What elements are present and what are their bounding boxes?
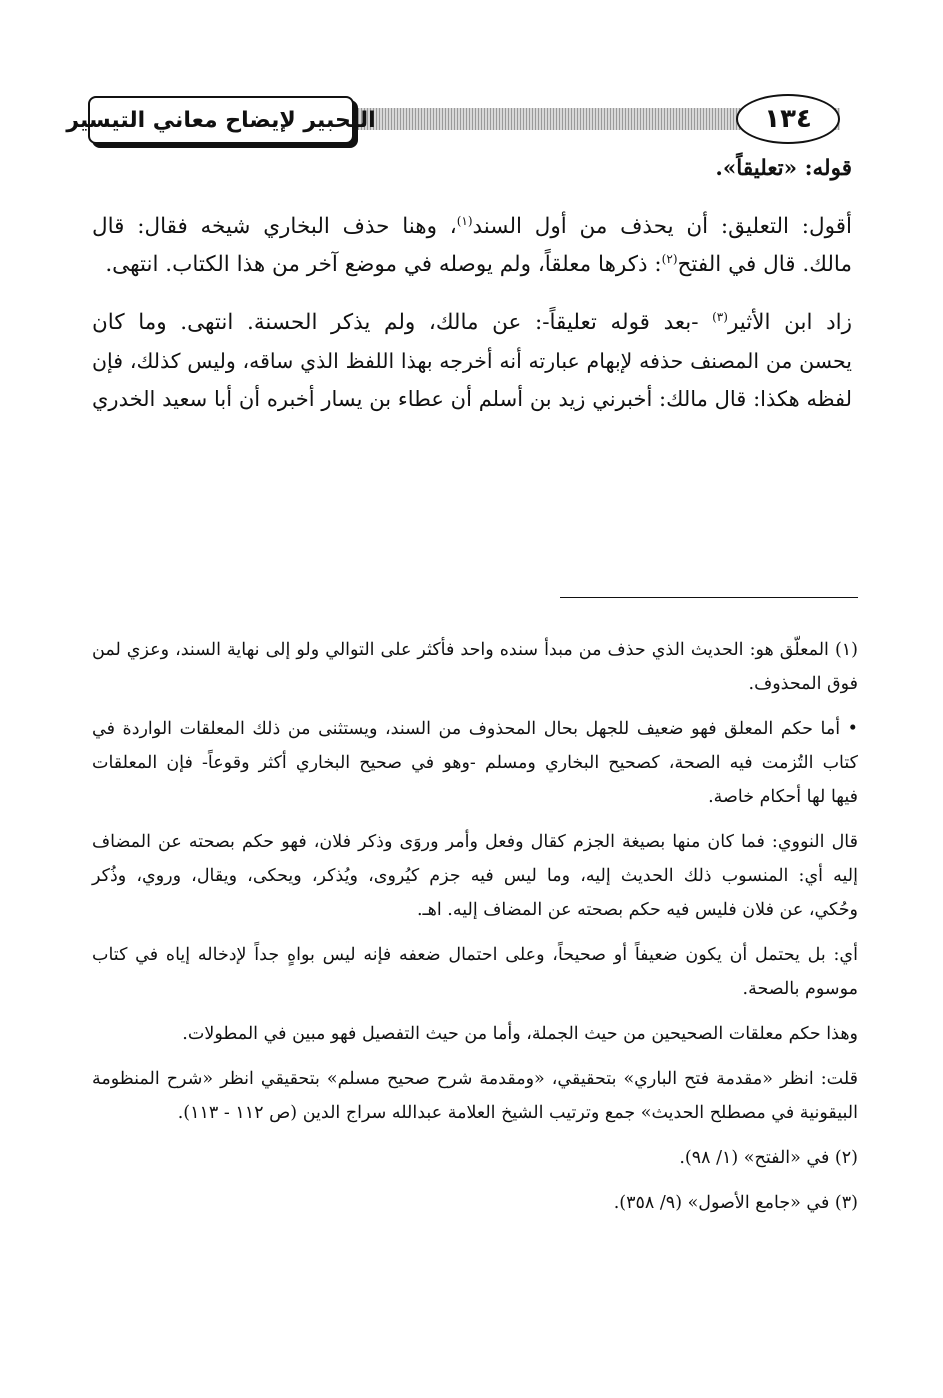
footnote-line: (٣) في «جامع الأصول» (٩/ ٣٥٨). <box>613 1193 858 1213</box>
main-text <box>92 150 852 418</box>
footnote-line: (١) المعلّق هو: الحديث الذي حذف من مبدأ سنده واحد فأكثر على التوالي ولو إلى نهاية السند، وعزي لمن <box>92 640 858 660</box>
footnote-line: فيها لها أحكام خاصة. <box>708 787 858 807</box>
footnotes <box>92 633 858 1220</box>
footnote-line: فوق المحذوف. <box>748 674 858 694</box>
footnote-separator <box>560 597 858 598</box>
footnote-marker: (٣) <box>712 309 728 324</box>
page-number: ١٣٤ <box>736 94 840 144</box>
running-header <box>66 92 840 150</box>
footnote-line: البيقونية في مصطلح الحديث» جمع وترتيب الشيخ العلامة عبدالله سراج الدين (ص ١١٢ - ١١٣). <box>177 1103 858 1123</box>
book-title: التحبير لإيضاح معاني التيسير <box>88 96 354 144</box>
footnote-line: كتاب التُزمت فيه الصحة، كصحيح البخاري ومسلم -وهو في صحيح البخاري أكثر وقوعاً- فإن المعلقات <box>92 753 858 773</box>
main-line: زاد ابن الأثير$^{(٣)}$ -بعد قوله تعليقاً-: عن مالك، ولم يذكر الحسنة. انتهى. وما كان <box>92 309 852 335</box>
main-line: أقول: التعليق: أن يحذف من أول السند$^{(١)}$، وهنا حذف البخاري شيخه فقال: قال <box>92 213 852 239</box>
footnote-line: وهذا حكم معلقات الصحيحين من حيث الجملة، وأما من حيث التفصيل فهو مبين في المطولات. <box>182 1024 858 1044</box>
main-line: لفظه هكذا: قال مالك: أخبرني زيد بن أسلم أن عطاء بن يسار أخبره أن أبا سعيد الخدري <box>92 387 852 411</box>
footnote-line: أي: بل يحتمل أن يكون ضعيفاً أو صحيحاً، وعلى احتمال ضعفه فإنه ليس بواهٍ جداً لإدخاله إياه في كتاب <box>92 945 858 965</box>
footnote-line: قال النووي: فما كان منها بصيغة الجزم كقال وفعل وأمر وروَى وذكر فلان، فهو حكم بصحته عن المضاف <box>92 832 858 852</box>
footnote-marker: (١) <box>456 213 473 228</box>
main-line: قوله: «تعليقاً». <box>715 156 852 181</box>
footnote-line: (٢) في «الفتح» (١/ ٩٨). <box>679 1148 858 1168</box>
main-line: يحسن من المصنف حذفه لإبهام عبارته أنه أخرجه بهذا اللفظ الذي ساقه، وليس كذلك، فإن <box>92 349 852 373</box>
footnote-line: • أما حكم المعلق فهو ضعيف للجهل بحال المحذوف من السند، ويستثنى من ذلك المعلقات الواردة في <box>92 719 858 739</box>
footnote-line: موسوم بالصحة. <box>742 979 858 999</box>
footnote-line: قلت: انظر «مقدمة فتح الباري» بتحقيقي، «ومقدمة شرح صحيح مسلم» بتحقيقي انظر «شرح المنظومة <box>92 1069 858 1089</box>
footnote-line: إليه أي: المنسوب ذلك الحديث إليه، وما ليس فيه جزم كيُروى، ويُذكر، ويحكى، ويقال، وروي، وذُكر <box>92 866 858 886</box>
footnote-marker: (٢) <box>661 251 678 266</box>
footnote-line: وحُكي، عن فلان فليس فيه حكم بصحته عن المضاف إليه. اهـ. <box>416 900 858 920</box>
main-line: مالك. قال في الفتح$^{(٢)}$: ذكرها معلقاً، ولم يوصله في موضع آخر من هذا الكتاب. انتهى. <box>105 251 852 277</box>
